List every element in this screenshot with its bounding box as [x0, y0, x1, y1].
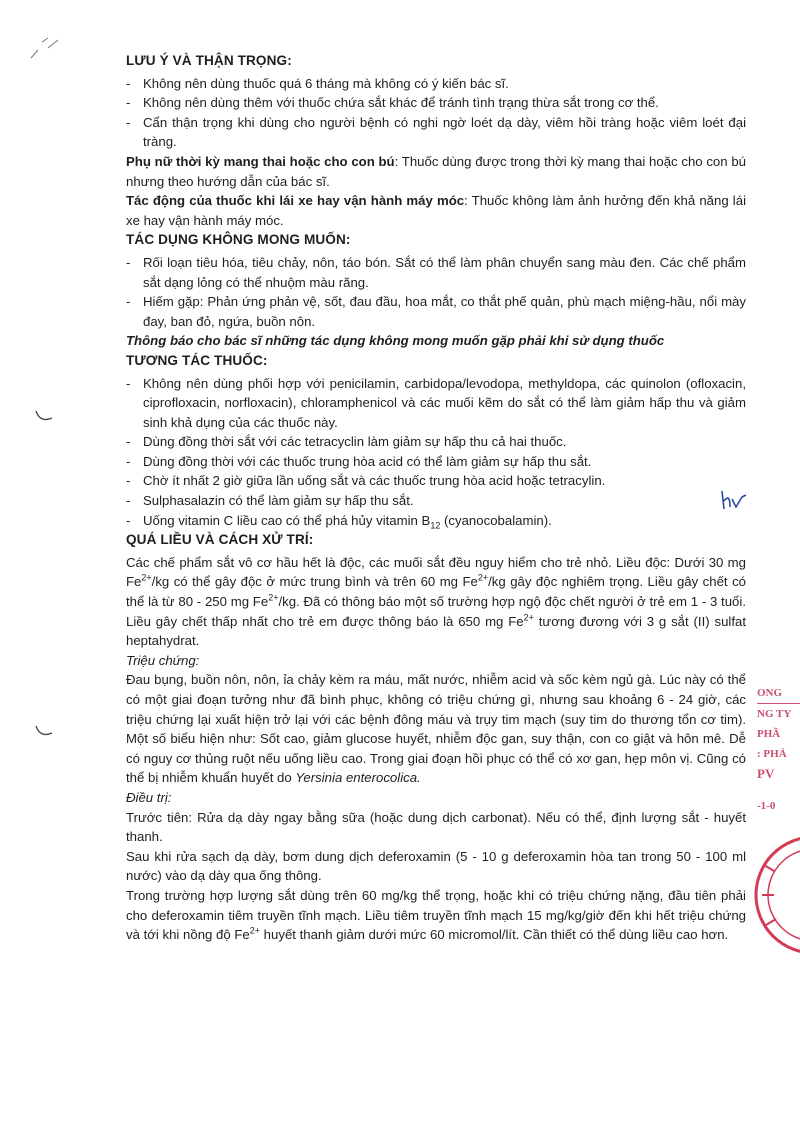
treatment-paragraph: Trong trường hợp lượng sắt dùng trên 60 mg/kg thể trọng, hoặc khi có triệu chứng nặng, đầu tiên phải cho deferoxamin tiêm truyền tĩnh mạch. Liều tiêm truyền tĩnh mạch 15 mg/kg/giờ đến khi hết triệu chứng và tới khi nồng độ $Fe^{2+}$ huyết thanh giảm dưới mức 60 micromol/lít. Cần thiết có thể dùng liều cao hơn.: [126, 887, 746, 943]
round-seal-fragment: [752, 825, 800, 965]
stamp-line: NG TY: [757, 708, 792, 720]
hole-punch-arc-bottom: [34, 723, 54, 741]
treatment-paragraph: Trước tiên: Rửa dạ dày ngay bằng sữa (hoặc dung dịch carbonat). Nếu có thể, định lượng sắt - huyết thanh.: [126, 809, 746, 845]
section-title-side-effects: TÁC DỤNG KHÔNG MONG MUỐN:: [126, 232, 351, 248]
list-item: - Không nên dùng phối hợp với penicilamin, carbidopa/levodopa, methyldopa, các quinolon (ofloxacin, ciprofloxacin, norfloxacin), chloramphenicol và các muối kẽm do sắt có thể làm giảm hấp thu và giảm sinh khả dụng của các thuốc này.: [126, 375, 746, 430]
list-item: - Rối loạn tiêu hóa, tiêu chảy, nôn, táo bón. Sắt có thể làm phân chuyển sang màu đen. Các chế phẩm sắt dạng lỏng có thể nhuộm màu răng.: [126, 254, 746, 290]
side-effects-notice: Thông báo cho bác sĩ những tác dụng không mong muốn gặp phải khi sử dụng thuốc: [126, 333, 665, 349]
stamp-fragment: [757, 683, 800, 818]
driving-paragraph: Tác động của thuốc khi lái xe hay vận hành máy móc: Thuốc không làm ảnh hưởng đến khả năng lái xe hay vận hành máy móc.: [126, 193, 746, 228]
stamp-line: -1-0: [757, 800, 776, 812]
list-item: - Dùng đồng thời sắt với các tetracyclin làm giảm sự hấp thu cả hai thuốc.: [126, 434, 567, 450]
leaflet-page: [126, 51, 746, 945]
list-item: - Chờ ít nhất 2 giờ giữa lần uống sắt và các thuốc trung hòa acid hoặc tetracylin.: [126, 473, 606, 489]
list-item: - Hiếm gặp: Phản ứng phản vệ, sốt, đau đầu, hoa mắt, co thắt phế quản, phù mạch miệng-hầu, nổi mày đay, ban đỏ, ngứa, buồn nôn.: [126, 294, 746, 329]
pregnancy-paragraph: Phụ nữ thời kỳ mang thai hoặc cho con bú: Thuốc dùng được trong thời kỳ mang thai hoặc cho con bú nhưng theo hướng dẫn của bác sĩ.: [126, 153, 746, 189]
list-item: - Dùng đồng thời với các thuốc trung hòa acid có thể làm giảm sự hấp thu sắt.: [126, 453, 592, 469]
symptoms-paragraph: Đau bụng, buồn nôn, nôn, ỉa chảy kèm ra máu, mất nước, nhiễm acid và sốc kèm ngủ gà. Lúc này có thể có một giai đoạn tưởng như đã bình phục, không có triệu chứng gì, nhưng sau khoảng 6 - 24 giờ, các triệu chứng lại xuất hiện trở lại với các bệnh đông máu và trụy tim mạch (suy tim do thương tổn cơ tim). Một số biểu hiện như: Sốt cao, giảm glucose huyết, nhiễm độc gan, suy thận, con co giật và hôn mê. Dễ có nguy cơ thủng ruột nếu uống liều cao. Trong giai đoạn hồi phục có thể có xơ gan, hẹp môn vị. Cũng có thể bị nhiễm khuẩn huyết do Yersinia enterocolica.: [126, 672, 746, 786]
list-item: - Không nên dùng thêm với thuốc chứa sắt khác để tránh tình trạng thừa sắt trong cơ thể.: [126, 95, 659, 111]
stamp-line: PHẦ: [757, 728, 781, 740]
stamp-line: ONG: [757, 683, 800, 704]
symptoms-label: Triệu chứng:: [126, 652, 200, 668]
section-title-overdose: QUÁ LIỀU VÀ CÁCH XỬ TRÍ:: [126, 532, 314, 548]
treatment-label: Điều trị:: [126, 789, 172, 805]
stamp-line: PV: [757, 766, 775, 781]
list-item: - Không nên dùng thuốc quá 6 tháng mà không có ý kiến bác sĩ.: [126, 75, 509, 91]
overdose-paragraph: Các chế phẩm sắt vô cơ hầu hết là độc, các muối sắt đều nguy hiểm cho trẻ nhỏ. Liều độc: Dưới 30 mg $Fe^{2+}/kg$ có thể gây độc ở mức trung bình và trên 60 mg $Fe^{2+}/kg$ gây độc nghiêm trọng. Liều gây chết có thể là từ 80 - 250 mg $Fe^{2+}/kg$. Đã có thông báo một số trường hợp ngộ độc chết người ở trẻ em 1 - 3 tuổi. Liều gây chết thấp nhất cho trẻ em được thông báo là 650 mg $Fe^{2+}$ tương đương với 3 g sắt (II) sulfat heptahydrat.: [126, 554, 746, 649]
stamp-line: : PHẢ: [757, 748, 787, 760]
section-title-interactions: TƯƠNG TÁC THUỐC:: [126, 352, 268, 368]
list-item: - Uống vitamin C liều cao có thể phá hủy vitamin $B_{12}$ (cyanocobalamin).: [126, 512, 552, 531]
corner-scribble: [28, 28, 68, 64]
hole-punch-arc-top: [34, 408, 54, 426]
list-item: - Sulphasalazin có thể làm giảm sự hấp thu sắt.: [126, 493, 414, 509]
section-title-caution: LƯU Ý VÀ THẬN TRỌNG:: [126, 53, 292, 68]
treatment-paragraph: Sau khi rửa sạch dạ dày, bơm dung dịch deferoxamin (5 - 10 g deferoxamin hòa tan trong 50 - 100 ml nước) vào dạ dày qua ống thông.: [126, 848, 746, 884]
list-item: - Cẩn thận trọng khi dùng cho người bệnh có nghi ngờ loét dạ dày, viêm hồi tràng hoặc viêm loét đại tràng.: [126, 114, 746, 150]
